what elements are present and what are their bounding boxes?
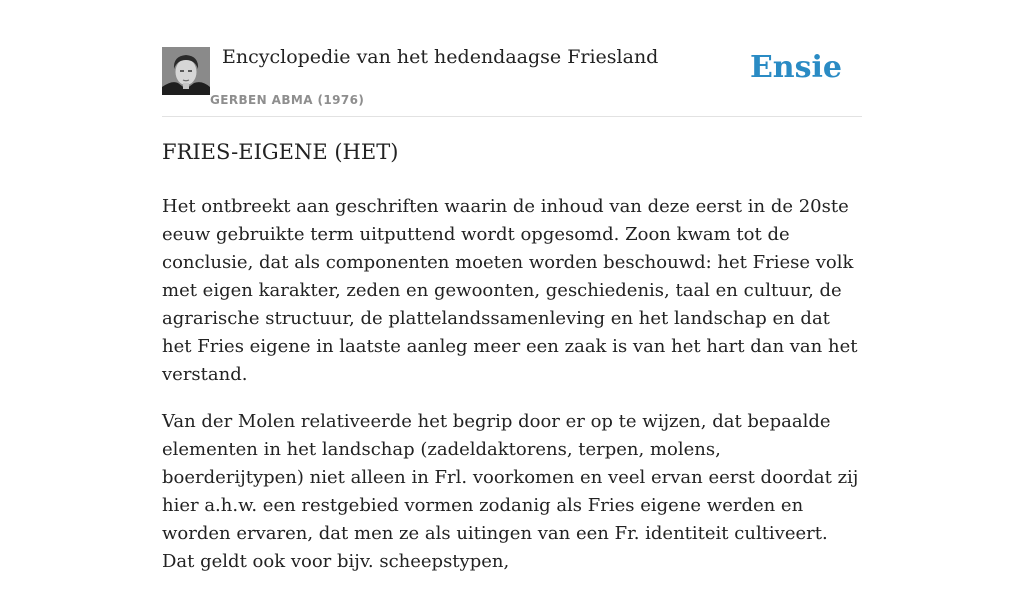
avatar[interactable] <box>162 47 210 95</box>
book-title[interactable]: Encyclopedie van het hedendaagse Friesland <box>222 46 659 68</box>
entry-title: FRIES-EIGENE (HET) <box>162 140 399 164</box>
header <box>162 40 862 117</box>
author-portrait-icon <box>162 47 210 95</box>
entry-paragraph: Het ontbreekt aan geschriften waarin de inhoud van deze eerst in de 20ste eeuw gebruikte term uitputtend wordt opgesomd. Zoon kwam tot de conclusie, dat als componenten moeten worden beschouwd: het Friese volk met eigen karakter, zeden en gewoonten, geschiedenis, taal en cultuur, de agrarische structuur, de plattelandssamenleving en het landschap en dat het Fries eigene in laatste aanleg meer een zaak is van het hart dan van het verstand. <box>162 196 858 385</box>
brand-logo[interactable]: Ensie <box>749 50 842 85</box>
author-byline[interactable]: GERBEN ABMA (1976) <box>210 93 365 107</box>
entry-body <box>162 193 862 595</box>
entry-paragraph: Van der Molen relativeerde het begrip door er op te wijzen, dat bepaalde elementen in het landschap (zadeldaktorens, terpen, molens, boerderijtypen) niet alleen in Frl. voorkomen en veel ervan eerst doordat zij hier a.h.w. een restgebied vormen zodanig als Fries eigene werden en worden ervaren, dat men ze als uitingen van een Fr. identiteit cultiveert. Dat geldt ook voor bijv. scheepstypen, <box>162 411 859 572</box>
